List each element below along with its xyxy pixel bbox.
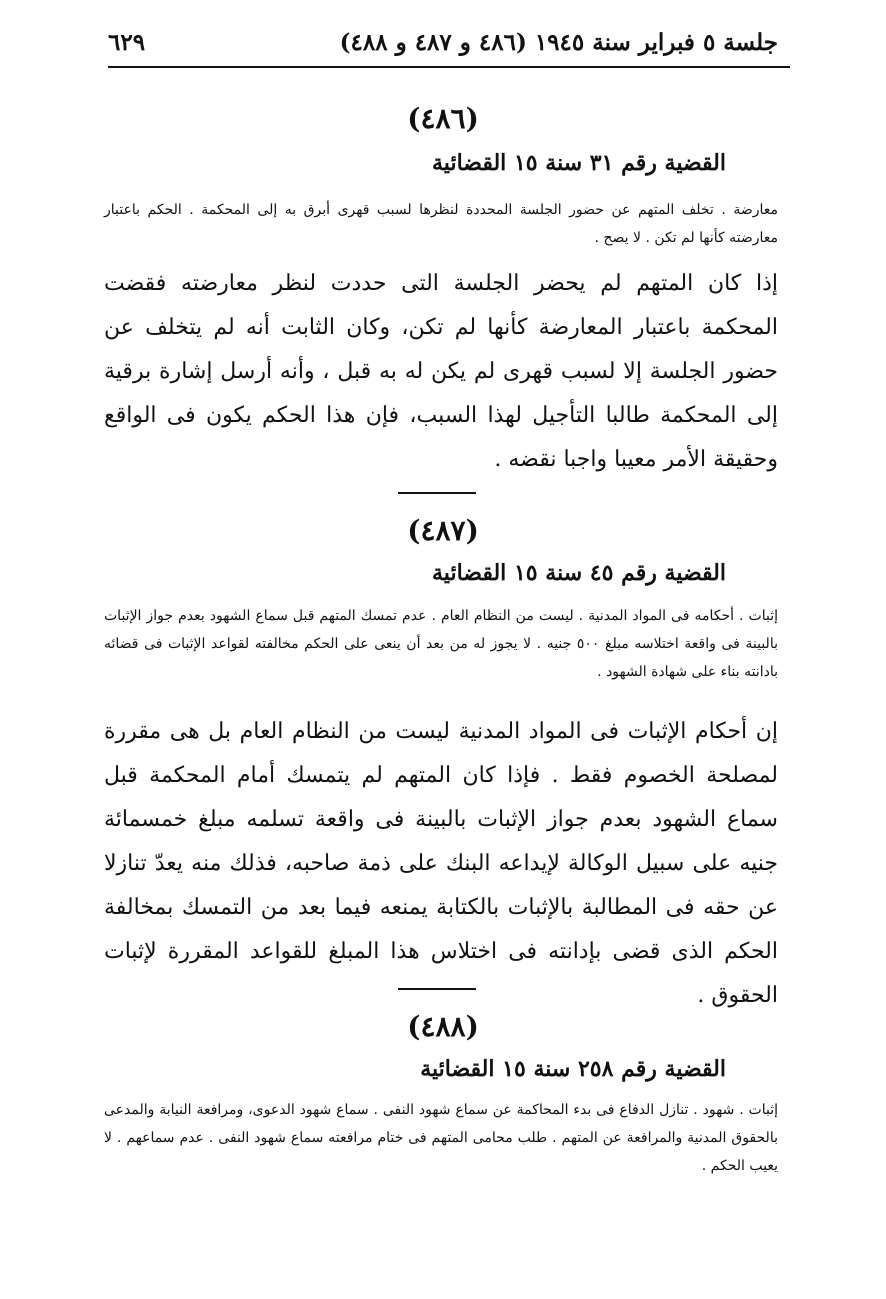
running-head [108, 22, 778, 62]
case-reference-486: القضية رقم ٣١ سنة ١٥ القضائية [432, 150, 726, 176]
case-body-487: إن أحكام الإثبات فى المواد المدنية ليست من النظام العام بل هى مقررة لمصلحة الخصوم فقط . فإذا كان المتهم لم يتمسك أمام المحكمة قبل سماع الشهود بعدم جواز الإثبات بالبينة فى واقعة تسلمه مبلغ خمسمائة جنيه على سبيل الوكالة لإيداعه البنك على ذمة صاحبه، فذلك منه يعدّ تنازلا عن حقه فى المطالبة بالإثبات بالكتابة يمنعه فيما بعد من التمسك بمخالفة الحكم الذى قضى بإدانته فى اختلاس هذا المبلغ للقواعد المقررة لإثبات الحقوق . [104, 719, 778, 1008]
case-reference-488: القضية رقم ٢٥٨ سنة ١٥ القضائية [420, 1056, 726, 1082]
case-summary-487: إثبات . أحكامه فى المواد المدنية . ليست من النظام العام . عدم تمسك المتهم قبل سماع الشهود بعدم جواز الإثبات بالبينة فى واقعة اختلاسه مبلغ ٥٠٠ جنيه . لا يجوز له من بعد أن ينعى على الحكم مخالفته لقواعد الإثبات فى قضائه بادانته بناء على شهادة الشهود . [104, 608, 778, 680]
section-divider [398, 988, 476, 990]
case-number-487: (٤٨٧) [407, 514, 479, 547]
case-reference-487: القضية رقم ٤٥ سنة ١٥ القضائية [432, 560, 726, 586]
page-number: ٦٢٩ [108, 28, 146, 56]
section-divider [398, 492, 476, 494]
session-title: جلسة ٥ فبراير سنة ١٩٤٥ (٤٨٦ و ٤٨٧ و ٤٨٨) [339, 28, 778, 56]
case-summary-486: معارضة . تخلف المتهم عن حضور الجلسة المحددة لنظرها لسبب قهرى أبرق به إلى المحكمة . الحكم باعتبار معارضته كأنها لم تكن . لا يصح . [104, 202, 778, 246]
case-number-486: (٤٨٦) [407, 102, 479, 135]
header-rule [108, 66, 790, 68]
case-number-488: (٤٨٨) [407, 1010, 479, 1043]
case-summary-488: إثبات . شهود . تنازل الدفاع فى بدء المحاكمة عن سماع شهود النفى . سماع شهود الدعوى، ومرافعة النيابة والمدعى بالحقوق المدنية والمرافعة عن المتهم . طلب محامى المتهم فى ختام مرافعته سماع شهود النفى . عدم سماعهم . لا يعيب الحكم . [104, 1102, 778, 1174]
case-body-486: إذا كان المتهم لم يحضر الجلسة التى حددت لنظر معارضته فقضت المحكمة باعتبار المعارضة كأنها لم تكن، وكان الثابت أنه لم يتخلف عن حضور الجلسة إلا لسبب قهرى لم يكن له به قبل ، وأنه أرسل إشارة برقية إلى المحكمة طالبا التأجيل لهذا السبب، فإن هذا الحكم يكون فى الواقع وحقيقة الأمر معيبا واجبا نقضه . [104, 271, 778, 472]
